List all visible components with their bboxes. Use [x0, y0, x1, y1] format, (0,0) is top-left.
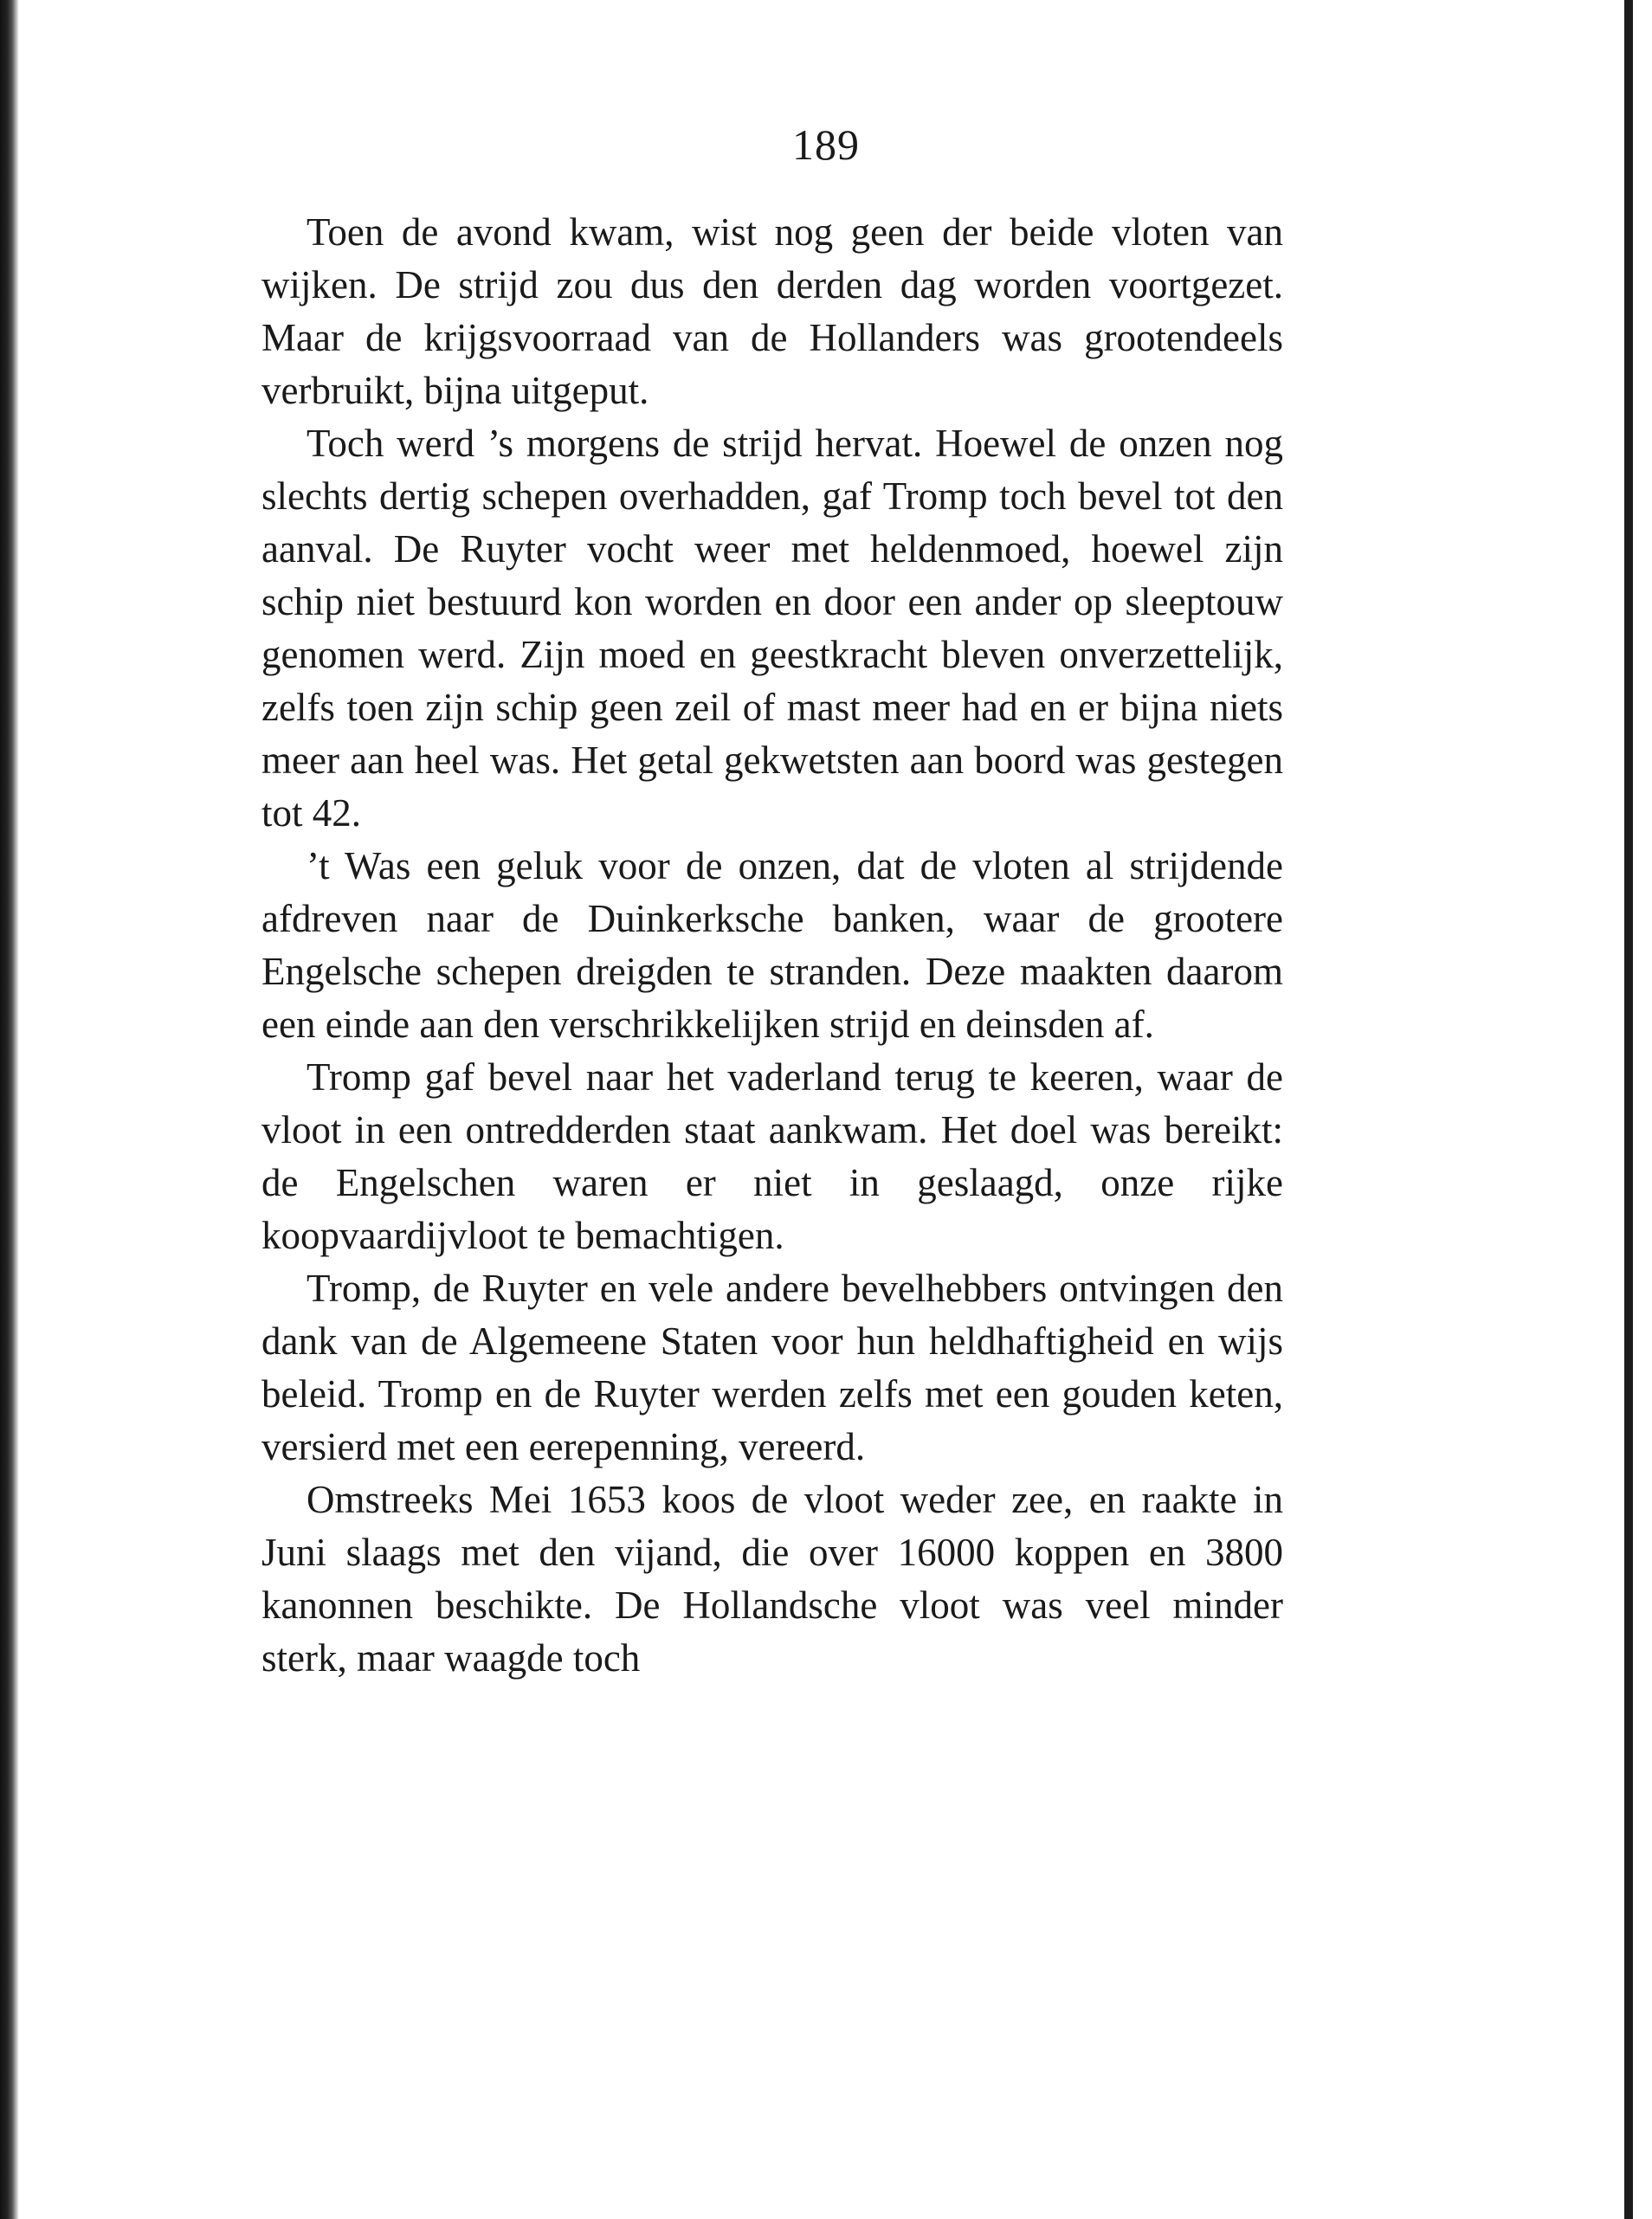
scan-edge-right	[1624, 0, 1633, 2219]
scan-edge-left	[0, 0, 19, 2219]
paragraph: Tromp, de Ruyter en vele andere bevelhebbers ontvingen den dank van de Algemeene Staten voor hun heldhaftigheid en wijs beleid. Tromp en de Ruyter werden zelfs met een gouden keten, versierd met een eerepenning, vereerd.	[261, 1267, 1283, 1468]
paragraph: Omstreeks Mei 1653 koos de vloot weder zee, en raakte in Juni slaags met den vijand, die over 16000 koppen en 3800 kanonnen beschikte. De Hollandsche vloot was veel minder sterk, maar waagde toch	[261, 1478, 1283, 1680]
body-text	[261, 206, 1283, 1685]
paragraph: ’t Was een geluk voor de onzen, dat de vloten al strijdende afdreven naar de Duinkerksche banken, waar de grootere Engelsche schepen dreigden te stranden. Deze maakten daarom een einde aan den verschrikkelijken strijd en deinsden af.	[261, 844, 1283, 1046]
page-number: 189	[792, 120, 860, 169]
paragraph: Toch werd ’s morgens de strijd hervat. Hoewel de onzen nog slechts dertig schepen overhadden, gaf Tromp toch bevel tot den aanval. De Ruyter vocht weer met heldenmoed, hoewel zijn schip niet bestuurd kon worden en door een ander op sleeptouw genomen werd. Zijn moed en geestkracht bleven onverzettelijk, zelfs toen zijn schip geen zeil of mast meer had en er bijna niets meer aan heel was. Het getal gekwetsten aan boord was gestegen tot 42.	[261, 422, 1283, 835]
paragraph: Toen de avond kwam, wist nog geen der beide vloten van wijken. De strijd zou dus den derden dag worden voortgezet. Maar de krijgsvoorraad van de Hollanders was grootendeels verbruikt, bijna uitgeput.	[261, 210, 1283, 412]
paragraph: Tromp gaf bevel naar het vaderland terug te keeren, waar de vloot in een ontredderden staat aankwam. Het doel was bereikt: de Engelschen waren er niet in geslaagd, onze rijke koopvaardijvloot te bemachtigen.	[261, 1055, 1283, 1257]
